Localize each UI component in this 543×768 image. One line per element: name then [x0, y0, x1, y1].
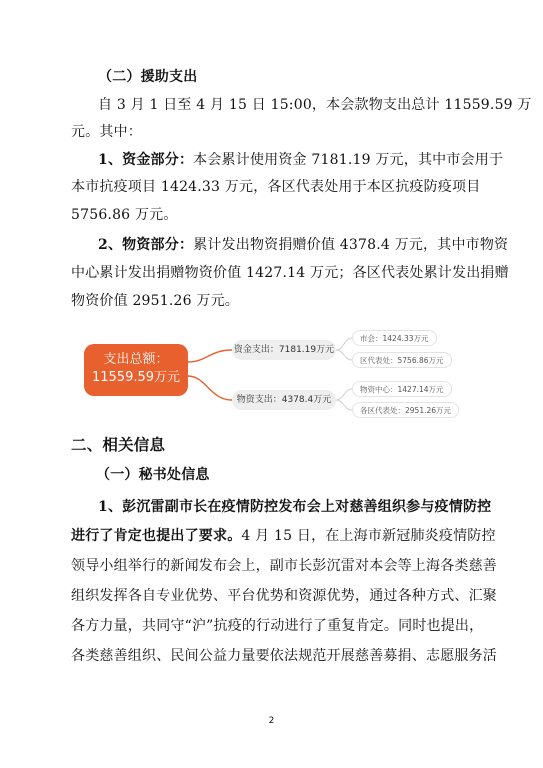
mindmap-leaf-funds-city: 市会：1424.33万元	[352, 330, 437, 346]
mindmap-leaf-funds-district: 区代表处：5756.86万元	[352, 352, 452, 368]
aid-para3-line2: 中心累计发出捐赠物资价值 1427.14 万元；各区代表处累计发出捐赠	[71, 265, 509, 281]
funds-text: 本会累计使用资金 7181.19 万元，其中市会用于	[193, 152, 504, 168]
mindmap-leaf-goods-district: 各区代表处：2951.26万元	[352, 402, 459, 418]
aid-heading: （二）援助支出	[98, 69, 198, 85]
connector-goods-center	[336, 389, 352, 400]
mindmap-leaf-goods-center: 物资中心：1427.14万元	[352, 381, 452, 397]
aid-para3-line3: 物资价值 2951.26 万元。	[71, 293, 239, 309]
connector-goods-district	[336, 400, 352, 410]
info-para-line1: 1、彭沉雷副市长在疫情防控发布会上对慈善组织参与疫情防控	[98, 499, 492, 515]
info-para-line4: 组织发挥各自专业优势、平台优势和资源优势，通过各种方式、汇聚	[71, 588, 497, 604]
mindmap-root-total	[84, 344, 188, 396]
root-label: 支出总额：	[103, 352, 169, 367]
goods-label: 2、物资部分：	[98, 237, 194, 253]
root-value: 11559.59万元	[91, 370, 181, 385]
info-para-line6: 各类慈善组织、民间公益力量要依法规范开展慈善募捐、志愿服务活	[71, 648, 497, 664]
connector-root-funds	[188, 350, 232, 362]
funds-label: 1、资金部分：	[98, 152, 194, 168]
mindmap-node-funds: 资金支出：7181.19万元	[232, 340, 336, 360]
connector-root-goods	[188, 376, 232, 400]
aid-para2-line2: 本市抗疫项目 1424.33 万元，各区代表处用于本区抗疫防疫项目	[71, 179, 481, 195]
aid-para1-line1: 自 3 月 1 日至 4 月 15 日 15:00，本会款物支出总计 11559.59 万	[98, 97, 532, 113]
connector-funds-district	[336, 350, 352, 360]
aid-para2-line1	[98, 150, 503, 170]
info-para-line2-rest: 4 月 15 日，在上海市新冠肺炎疫情防控	[241, 528, 496, 544]
page-number: 2	[268, 716, 275, 726]
info-para-line3: 领导小组举行的新闻发布会上，副市长彭沉雷对本会等上海各类慈善	[71, 558, 497, 574]
info-para-line2	[71, 526, 496, 546]
info-subheading: （一）秘书处信息	[96, 467, 210, 483]
aid-para2-line3: 5756.86 万元。	[71, 207, 178, 223]
mindmap-node-goods: 物资支出：4378.4万元	[232, 390, 336, 410]
aid-para3-line1	[98, 235, 508, 255]
info-para-line5: 各方力量，共同守“沪”抗疫的行动进行了重复肯定。同时也提出，	[71, 618, 484, 634]
connector-funds-city	[336, 338, 352, 350]
aid-para1-line2: 元。其中：	[71, 124, 142, 140]
info-para-bold-end: 进行了肯定也提出了要求。	[71, 528, 242, 544]
goods-text: 累计发出物资捐赠价值 4378.4 万元，其中市物资	[193, 237, 509, 253]
info-heading: 二、相关信息	[71, 435, 166, 454]
